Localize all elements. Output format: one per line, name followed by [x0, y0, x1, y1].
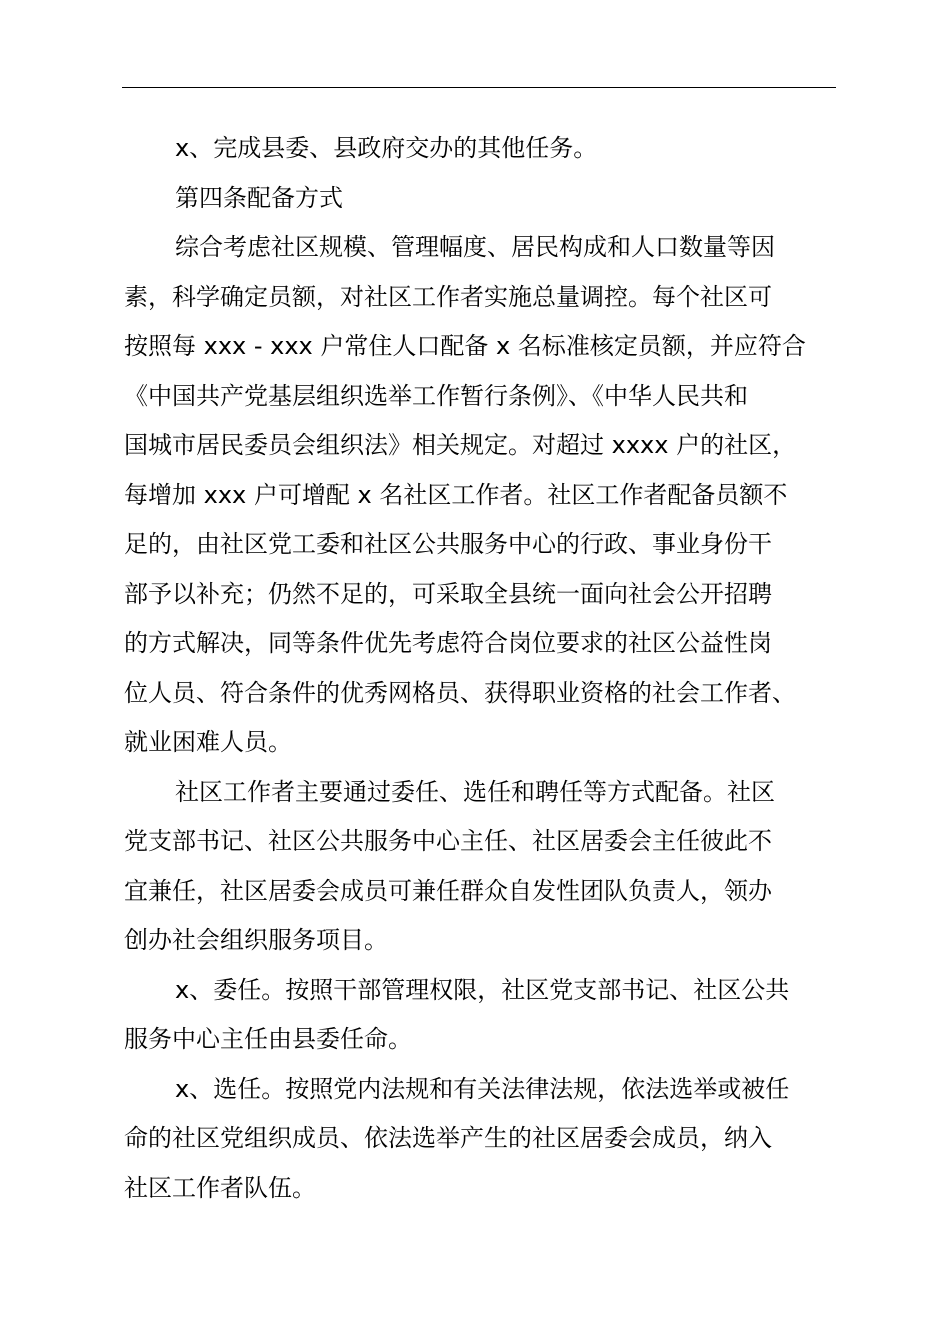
text-line: 服务中心主任由县委任命。	[124, 1025, 412, 1053]
text-line: 按照每 xxx - xxx 户常住人口配备 x 名标准核定员额，并应符合	[124, 332, 806, 360]
text-line: 就业困难人员。	[124, 728, 292, 756]
text-line: 创办社会组织服务项目。	[124, 926, 388, 954]
text-line: 每增加 xxx 户可增配 x 名社区工作者。社区工作者配备员额不	[124, 480, 788, 509]
text-line: 位人员、符合条件的优秀网格员、获得职业资格的社会工作者、	[124, 678, 796, 707]
section-heading: 第四条配备方式	[175, 183, 343, 212]
text-line: x、委任。按照干部管理权限，社区党支部书记、社区公共	[175, 975, 790, 1004]
text-line: 的方式解决，同等条件优先考虑符合岗位要求的社区公益性岗	[124, 629, 772, 657]
text-line: x、完成县委、县政府交办的其他任务。	[175, 134, 598, 162]
text-line: x、选任。按照党内法规和有关法律法规，依法选举或被任	[175, 1074, 790, 1103]
text-line: 党支部书记、社区公共服务中心主任、社区居委会主任彼此不	[124, 827, 772, 855]
text-line: 综合考虑社区规模、管理幅度、居民构成和人口数量等因	[175, 233, 775, 261]
text-line: 社区工作者主要通过委任、选任和聘任等方式配备。社区	[175, 777, 775, 806]
text-line: 素，科学确定员额，对社区工作者实施总量调控。每个社区可	[124, 282, 772, 311]
text-line: 国城市居民委员会组织法》相关规定。对超过 xxxx 户的社区，	[124, 431, 797, 459]
document-body	[124, 124, 836, 1213]
header-rule	[122, 87, 836, 88]
text-line: 足的，由社区党工委和社区公共服务中心的行政、事业身份干	[124, 530, 772, 558]
text-line: 《中国共产党基层组织选举工作暂行条例》、《中华人民共和	[124, 381, 748, 410]
text-line: 社区工作者队伍。	[124, 1173, 316, 1202]
text-line: 宜兼任，社区居委会成员可兼任群众自发性团队负责人，领办	[124, 876, 772, 905]
text-line: 部予以补充；仍然不足的，可采取全县统一面向社会公开招聘	[124, 579, 772, 608]
text-line: 命的社区党组织成员、依法选举产生的社区居委会成员，纳入	[124, 1124, 772, 1152]
